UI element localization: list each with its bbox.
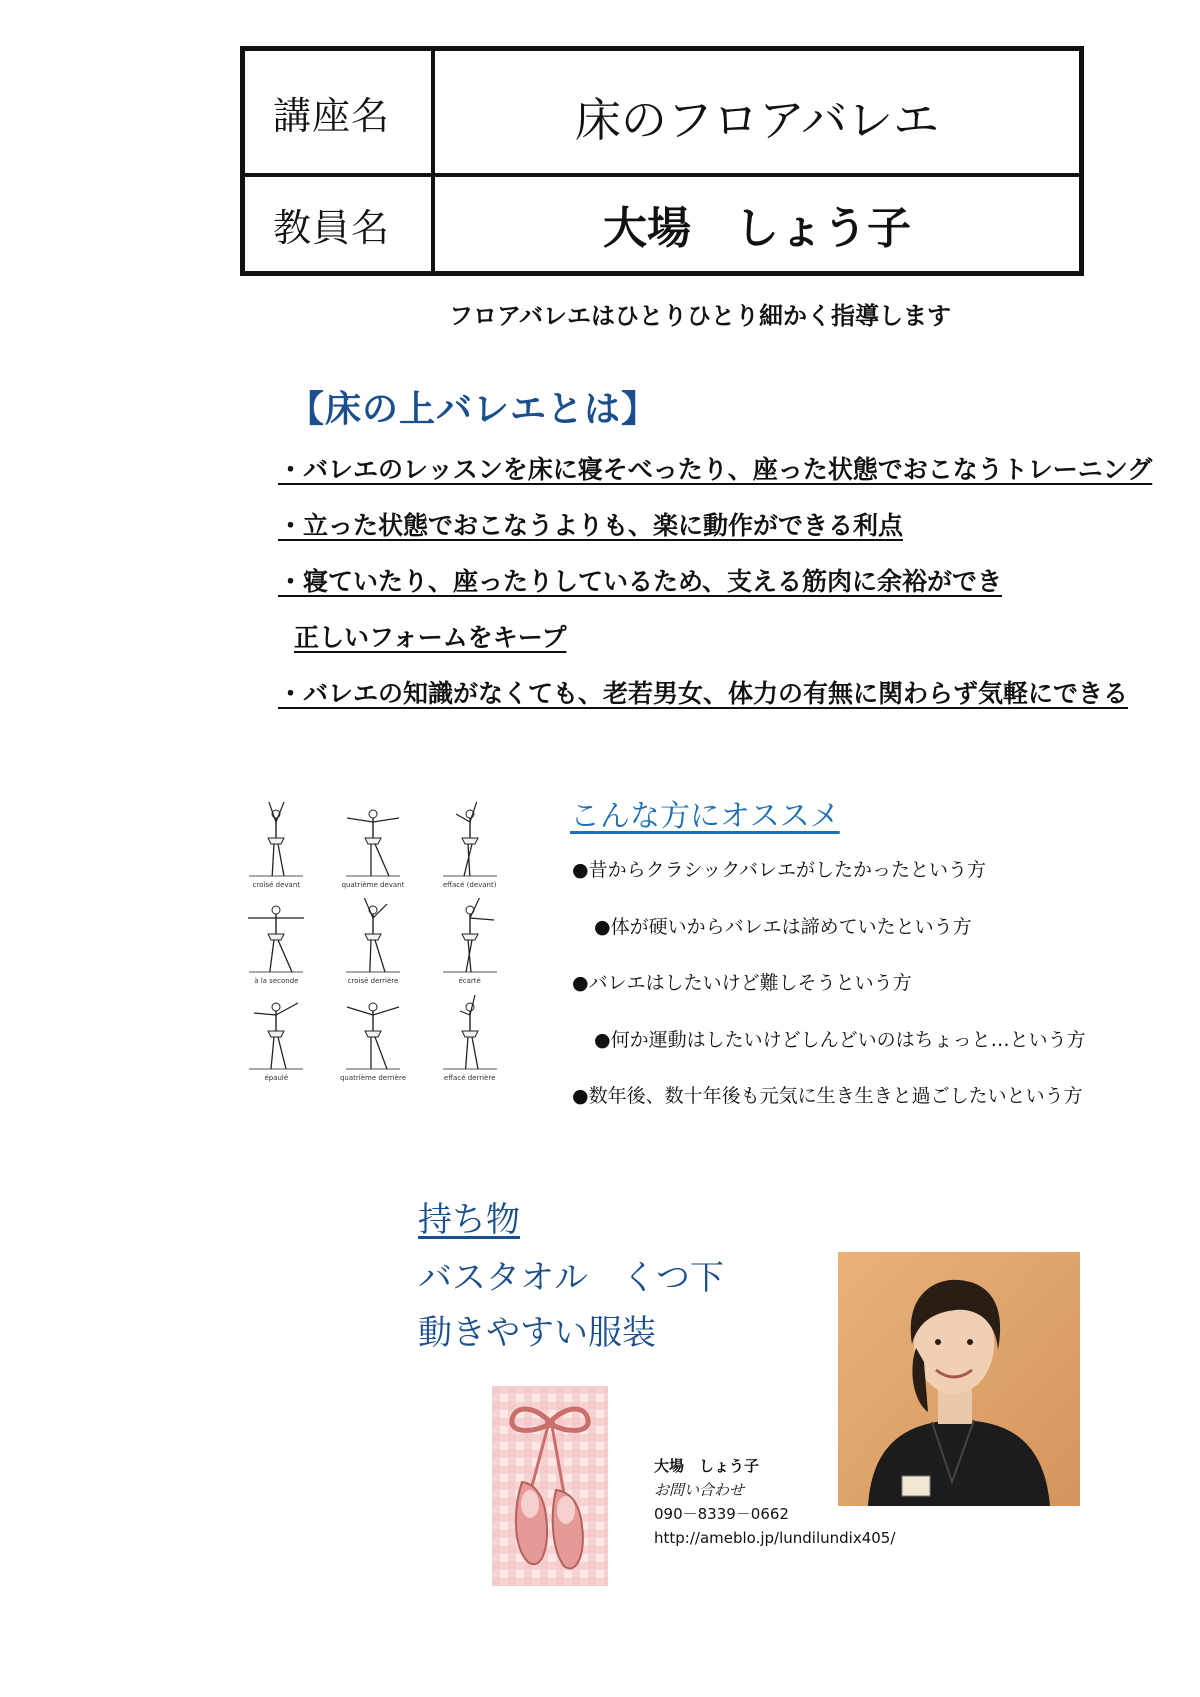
about-bullet: ・寝ていたり、座ったりしているため、支える筋肉に余裕ができ xyxy=(278,567,1003,596)
figure-caption: croisé devant xyxy=(252,880,300,889)
dancer-icon xyxy=(241,802,311,880)
course-label: 講座名 xyxy=(243,49,433,175)
figure-caption: croisé derrière xyxy=(347,977,399,986)
pointe-shoes-image xyxy=(492,1386,608,1586)
recommend-item: ●バレエはしたいけど難しそうという方 xyxy=(572,972,912,994)
inquiry-label: お問い合わせ xyxy=(654,1481,745,1499)
ballet-figure xyxy=(325,889,422,986)
ballet-figure xyxy=(421,985,518,1082)
ballet-figure xyxy=(228,792,325,889)
ballet-figure xyxy=(228,985,325,1082)
dancer-icon xyxy=(338,802,408,880)
figure-caption: effacé (devant) xyxy=(442,880,497,889)
recommend-item: ●数年後、数十年後も元気に生き生きと過ごしたいという方 xyxy=(572,1085,1083,1107)
about-bullet: 正しいフォームをキープ xyxy=(294,623,567,652)
about-bullet-list xyxy=(278,442,1152,722)
figure-caption: quatrième devant xyxy=(341,880,405,889)
about-bullet: ・バレエのレッスンを床に寝そべったり、座った状態でおこなうトレーニング xyxy=(278,455,1153,484)
ballet-figure xyxy=(228,889,325,986)
dancer-icon xyxy=(338,995,408,1073)
contact-url-link[interactable]: http://ameblo.jp/lundilundix405/ xyxy=(654,1529,896,1547)
figure-caption: quatrième derrière xyxy=(339,1073,407,1082)
ballet-positions-illustration xyxy=(228,792,518,1082)
recommend-list xyxy=(572,852,1086,1135)
dancer-icon xyxy=(338,898,408,976)
dancer-icon xyxy=(241,995,311,1073)
ballet-figure xyxy=(421,889,518,986)
ballet-figure xyxy=(325,792,422,889)
course-name: 床のフロアバレエ xyxy=(433,49,1081,175)
about-bullet: ・バレエの知識がなくても、老若男女、体力の有無に関わらず気軽にできる xyxy=(278,679,1129,708)
course-info-table xyxy=(240,46,1084,276)
teacher-name: 大場 しょう子 xyxy=(433,175,1081,273)
contact-phone[interactable]: 090－8339－0662 xyxy=(654,1505,789,1523)
dancer-icon xyxy=(435,802,505,880)
contact-block xyxy=(654,1454,895,1550)
belongings-heading: 持ち物 xyxy=(418,1200,520,1240)
teacher-label: 教員名 xyxy=(243,175,433,273)
figure-caption: écarté xyxy=(458,977,481,986)
dancer-icon xyxy=(241,898,311,976)
ballet-figure xyxy=(325,985,422,1082)
figure-caption: épaulé xyxy=(264,1073,289,1082)
contact-name: 大場 しょう子 xyxy=(654,1457,760,1475)
dancer-icon xyxy=(435,898,505,976)
dancer-icon xyxy=(435,995,505,1073)
recommend-heading: こんな方にオススメ xyxy=(570,799,840,834)
figure-caption: à la seconde xyxy=(254,977,299,986)
subtitle: フロアバレエはひとりひとり細かく指導します xyxy=(448,302,952,330)
about-heading: 【床の上バレエとは】 xyxy=(288,389,659,430)
belongings-line: バスタオル くつ下 xyxy=(418,1258,724,1298)
recommend-item: ●昔からクラシックバレエがしたかったという方 xyxy=(572,859,987,881)
recommend-item: ●何か運動はしたいけどしんどいのはちょっと…という方 xyxy=(594,1028,1086,1051)
ballet-figure xyxy=(421,792,518,889)
about-bullet: ・立った状態でおこなうよりも、楽に動作ができる利点 xyxy=(278,511,904,540)
recommend-item: ●体が硬いからバレエは諦めていたという方 xyxy=(594,915,972,938)
figure-caption: effacé derrière xyxy=(443,1073,496,1082)
belongings-line: 動きやすい服装 xyxy=(418,1313,656,1353)
